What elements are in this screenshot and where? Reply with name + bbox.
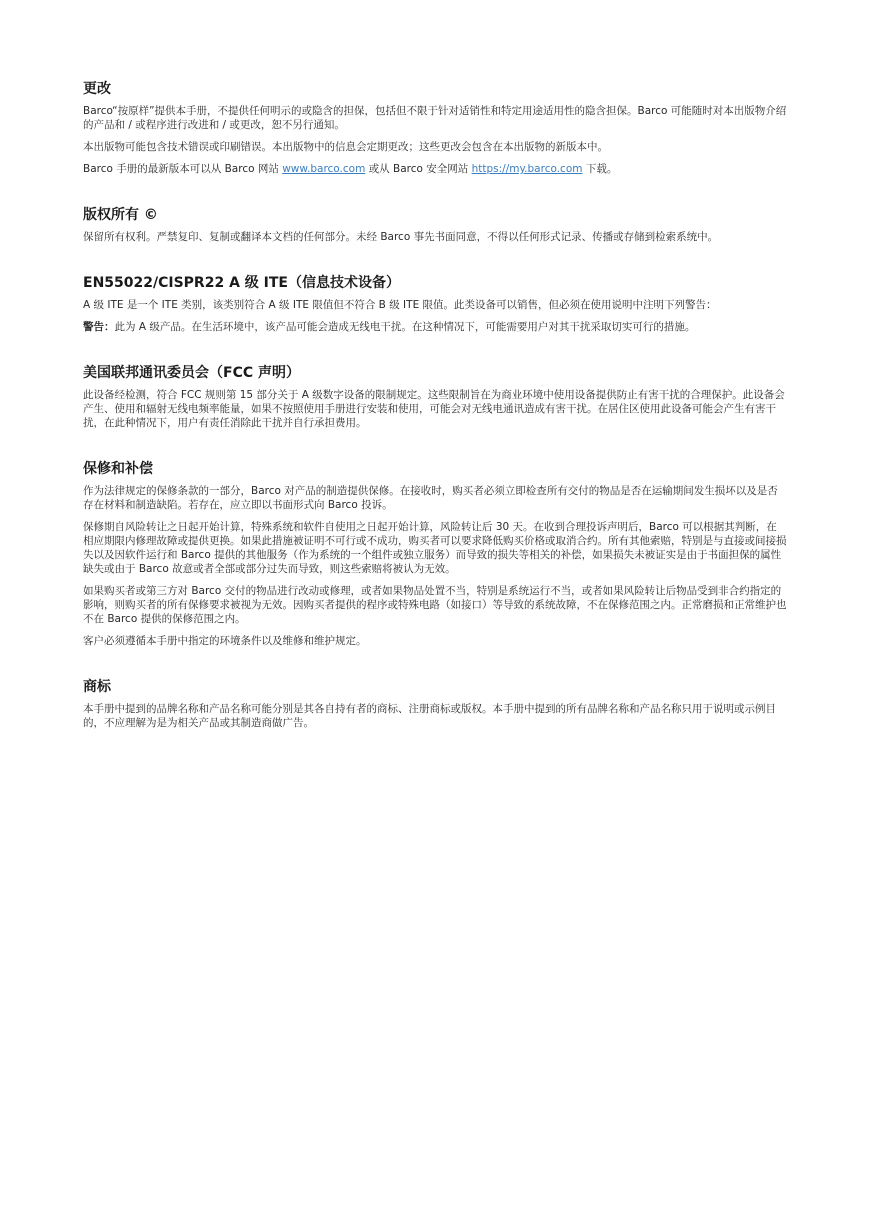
paragraph: 此设备经检测，符合 FCC 规则第 15 部分关于 A 级数字设备的限制规定。这些限制旨在为商业环境中使用设备提供防止有害干扰的合理保护。此设备会产生、使用和辐射无线电频率能量，如果不按照使用手册进行安装和使用，可能会对无线电通讯造成有害干扰。在居住区使用此设备可能会产生有害干扰，在此种情况下，用户有责任消除此干扰并自行承担费用。 [83,389,785,429]
paragraph: 作为法律规定的保修条款的一部分，Barco 对产品的制造提供保修。在接收时，购买者必须立即检查所有交付的物品是否在运输期间发生损坏以及是否存在材料和制造缺陷。若存在，应立即以书面形式向 Barco 投诉。 [83,485,778,511]
warning-label: 警告： [83,321,115,333]
section-copyright [83,206,787,244]
warning-text: 此为 A 级产品。在生活环境中，该产品可能会造成无线电干扰。在这种情况下，可能需要用户对其干扰采取切实可行的措施。 [114,321,696,333]
paragraph: Barco“按原样”提供本手册，不提供任何明示的或隐含的担保，包括但不限于针对适销性和特定用途适用性的隐含担保。Barco 可能随时对本出版物介绍的产品和 / 或程序进行改进和 / 或更改，恕不另行通知。 [83,105,787,131]
warning-paragraph [83,320,787,334]
paragraph: 本出版物可能包含技术错误或印刷错误。本出版物中的信息会定期更改；这些更改会包含在本出版物的新版本中。 [83,141,608,153]
paragraph: 本手册中提到的品牌名称和产品名称可能分别是其各自持有者的商标、注册商标或版权。本手册中提到的所有品牌名称和产品名称只用于说明或示例目的，不应理解为是为相关产品或其制造商做广告。 [83,703,776,729]
download-suffix: 下载。 [582,163,618,175]
section-warranty [83,460,787,648]
section-en55022 [83,274,787,334]
section-heading: 版权所有 © [83,207,158,223]
document-page [83,80,787,760]
section-trademarks [83,678,787,730]
paragraph: 保修期自风险转让之日起开始计算，特殊系统和软件自使用之日起开始计算，风险转让后 30 天。在收到合理投诉声明后，Barco 可以根据其判断，在相应期限内修理故障或提供更换。如果此措施被证明不可行或不成功，购买者可以要求降低购买价格或取消合约。所有其他索赔，特别是与直接或间接损失以及因软件运行和 Barco 提供的其他服务（作为系统的一个组件或独立服务）而导致的损失等相关的补偿，如果损失未被证实是由于书面担保的属性缺失或由于 Barco 故意或者全部或部分过失而导致，则这些索赔将被认为无效。 [83,521,787,575]
download-middle: 或从 Barco 安全网站 [365,163,472,175]
download-paragraph [83,162,787,176]
barco-website-link[interactable]: www.barco.com [282,163,366,175]
section-changes [83,80,787,176]
barco-secure-website-link[interactable]: https://my.barco.com [471,163,583,175]
section-heading: 美国联邦通讯委员会（FCC 声明） [83,365,300,381]
section-heading: 更改 [83,81,111,97]
paragraph: 如果购买者或第三方对 Barco 交付的物品进行改动或修理，或者如果物品处置不当，特别是系统运行不当，或者如果风险转让后物品受到非合约指定的影响，则购买者的所有保修要求被视为无效。因购买者提供的程序或特殊电路（如接口）等导致的系统故障，不在保修范围之内。正常磨损和正常维护也不在 Barco 提供的保修范围之内。 [83,585,787,625]
section-heading: EN55022/CISPR22 A 级 ITE（信息技术设备） [83,275,400,291]
download-prefix: Barco 手册的最新版本可以从 Barco 网站 [83,163,283,175]
section-heading: 商标 [83,679,111,695]
section-heading: 保修和补偿 [83,461,153,477]
paragraph: A 级 ITE 是一个 ITE 类别，该类别符合 A 级 ITE 限值但不符合 B 级 ITE 限值。此类设备可以销售，但必须在使用说明中注明下列警告： [83,299,717,311]
paragraph: 保留所有权利。严禁复印、复制或翻译本文档的任何部分。未经 Barco 事先书面同意，不得以任何形式记录、传播或存储到检索系统中。 [83,231,719,243]
section-fcc [83,364,787,430]
paragraph: 客户必须遵循本手册中指定的环境条件以及维修和维护规定。 [83,635,367,647]
